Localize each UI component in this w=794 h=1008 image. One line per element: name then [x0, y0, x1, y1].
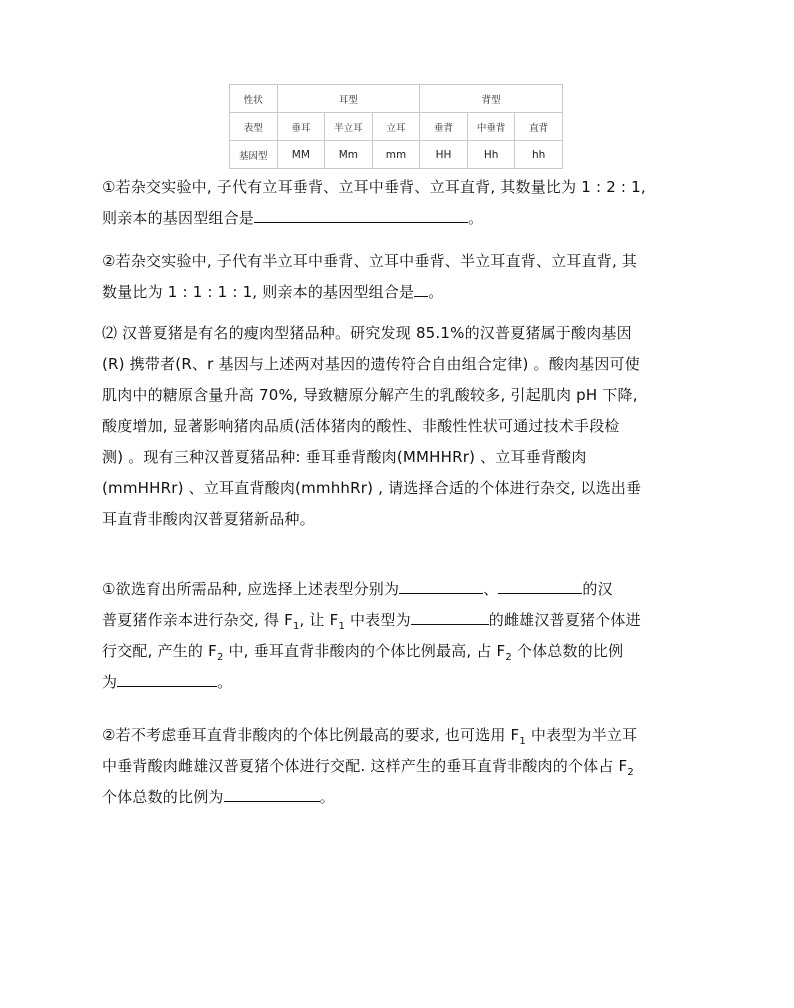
question-4 — [102, 720, 702, 813]
part-2-passage — [102, 318, 702, 535]
subscript: 1 — [292, 621, 300, 632]
answer-blank[interactable] — [117, 669, 217, 687]
question-text: 的汉 — [582, 580, 613, 598]
question-text: 、 — [483, 580, 499, 598]
question-text: 行交配, 产生的 F — [102, 642, 217, 660]
passage-line: 测) 。现有三种汉普夏猪品种: 垂耳垂背酸肉(MMHHRr) 、立耳垂背酸肉 — [102, 448, 587, 466]
question-text: 数量比为 1 : 1 : 1 : 1, 则亲本的基因型组合是 — [102, 283, 415, 301]
passage-line: (R) 携带者(R、r 基因与上述两对基因的遗传符合自由组合定律) 。酸肉基因可使 — [102, 355, 640, 373]
question-text: 的雌雄汉普夏猪个体进 — [488, 611, 641, 629]
question-line — [102, 203, 702, 234]
subscript: 2 — [505, 652, 512, 663]
question-line — [102, 720, 702, 751]
table-cell: mm — [372, 141, 420, 169]
subscript: 2 — [216, 652, 224, 663]
table-cell: 基因型 — [230, 141, 278, 169]
question-3 — [102, 574, 702, 698]
question-line: ①若杂交实验中, 子代有立耳垂背、立耳中垂背、立耳直背, 其数量比为 1 : 2 : 1, — [102, 178, 646, 196]
subscript: 2 — [627, 767, 634, 778]
question-line — [102, 667, 702, 698]
question-2 — [102, 246, 702, 308]
question-text: 中表型为 — [345, 611, 411, 629]
question-text: 中表型为半立耳 — [525, 726, 638, 744]
answer-blank[interactable] — [414, 279, 428, 297]
table-row — [230, 113, 563, 141]
question-text: , 让 F — [299, 611, 339, 629]
answer-blank[interactable] — [224, 784, 320, 802]
trait-table — [229, 84, 563, 169]
table-cell: 表型 — [230, 113, 278, 141]
question-text: 为 — [102, 673, 118, 691]
question-line — [102, 636, 702, 667]
question-line — [102, 605, 702, 636]
table-cell: MM — [277, 141, 325, 169]
table-cell: 半立耳 — [325, 113, 373, 141]
table-cell: 垂背 — [420, 113, 468, 141]
passage-line: 肌肉中的糖原含量升高 70%, 导致糖原分解产生的乳酸较多, 引起肌肉 pH 下降, — [102, 386, 638, 404]
question-line: ②若杂交实验中, 子代有半立耳中垂背、立耳中垂背、半立耳直背、立耳直背, 其 — [102, 252, 638, 270]
table-row — [230, 141, 563, 169]
question-1 — [102, 172, 702, 234]
answer-blank[interactable] — [254, 205, 468, 223]
question-text: 个体总数的比例为 — [102, 788, 224, 806]
question-text: 中, 垂耳直背非酸肉的个体比例最高, 占 F — [223, 642, 506, 660]
table-cell: HH — [420, 141, 468, 169]
question-text: 个体总数的比例 — [511, 642, 624, 660]
question-text: 。 — [468, 209, 484, 227]
passage-line: 酸度增加, 显著影响猪肉品质(活体猪肉的酸性、非酸性性状可通过技术手段检 — [102, 417, 620, 435]
table-cell: hh — [515, 141, 563, 169]
table-cell: Mm — [325, 141, 373, 169]
answer-blank[interactable] — [498, 576, 582, 594]
table-cell: 中垂背 — [467, 113, 515, 141]
table-cell: 直背 — [515, 113, 563, 141]
table-cell: 性状 — [230, 85, 278, 113]
table-cell: Hh — [467, 141, 515, 169]
question-line — [102, 751, 702, 782]
question-line — [102, 574, 702, 605]
question-text: ②若不考虑垂耳直背非酸肉的个体比例最高的要求, 也可选用 F — [102, 726, 520, 744]
table-header-row — [230, 85, 563, 113]
subscript: 1 — [519, 736, 526, 747]
question-line — [102, 277, 702, 308]
question-text: 。 — [217, 673, 233, 691]
passage-line: (mmHHRr) 、立耳直背酸肉(mmhhRr) , 请选择合适的个体进行杂交, 以选出垂 — [102, 479, 642, 497]
question-text: 中垂背酸肉雌雄汉普夏猪个体进行交配. 这样产生的垂耳直背非酸肉的个体占 F — [102, 757, 628, 775]
passage-line: 耳直背非酸肉汉普夏猪新品种。 — [102, 510, 315, 528]
question-line — [102, 782, 702, 813]
question-text: 则亲本的基因型组合是 — [102, 209, 255, 227]
answer-blank[interactable] — [411, 607, 489, 625]
answer-blank[interactable] — [399, 576, 483, 594]
table-cell: 背型 — [420, 85, 563, 113]
question-text: 。 — [428, 283, 444, 301]
table-cell: 立耳 — [372, 113, 420, 141]
subscript: 1 — [338, 621, 345, 632]
passage-line: ⑵ 汉普夏猪是有名的瘦肉型猪品种。研究发现 85.1%的汉普夏猪属于酸肉基因 — [102, 324, 632, 342]
table-cell: 垂耳 — [277, 113, 325, 141]
question-text: 。 — [319, 788, 335, 806]
question-text: ①欲选育出所需品种, 应选择上述表型分别为 — [102, 580, 400, 598]
table-cell: 耳型 — [277, 85, 420, 113]
question-text: 普夏猪作亲本进行杂交, 得 F — [102, 611, 293, 629]
